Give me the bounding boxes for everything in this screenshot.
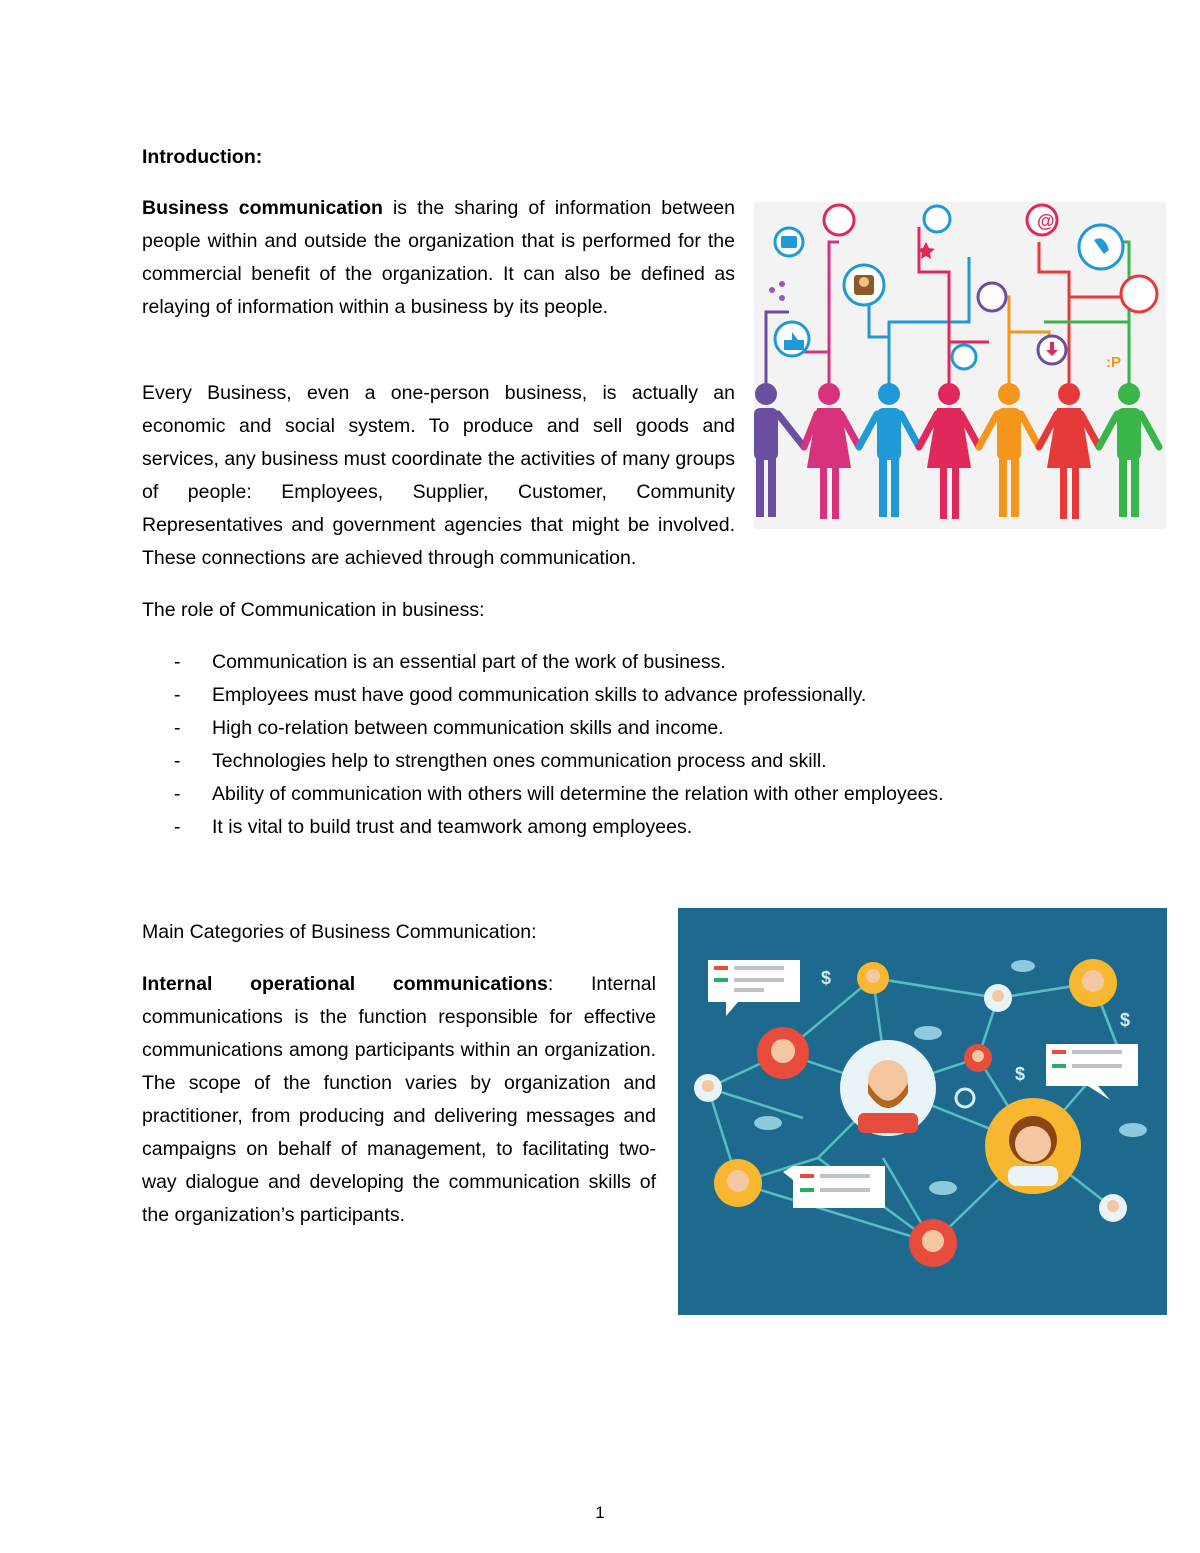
list-item: - Technologies help to strengthen ones communication process and skill. (142, 745, 1092, 778)
internal-communications-term: Internal operational communications (142, 973, 548, 995)
categories-paragraph (142, 968, 656, 1232)
communication-people-illustration (754, 202, 1166, 529)
list-item: - It is vital to build trust and teamwork among employees. (142, 811, 1092, 844)
categories-paragraph-text: : Internal communications is the function responsible for effective communications among participants within an organization. The scope of the function varies by organization and practitioner, from producing and delivering messages and campaigns on behalf of management, to facilitating two-way dialogue and developing the communication skills of the organization’s participants. (142, 973, 656, 1226)
intro-paragraph-1 (142, 192, 735, 324)
bullet-marker: - (174, 684, 181, 706)
list-item: - Employees must have good communication skills to advance professionally. (142, 679, 1092, 712)
dollar-sign: $ (1120, 1010, 1131, 1030)
list-item: - High co-relation between communication skills and income. (142, 712, 1092, 745)
at-sign-icon: @ (1037, 211, 1055, 231)
categories-heading: Main Categories of Business Communication: (142, 921, 537, 943)
bullet-marker: - (174, 816, 181, 838)
page-number: 1 (595, 1503, 605, 1522)
bullet-marker: - (174, 651, 181, 673)
intro-paragraph-2: Every Business, even a one-person business, is actually an economic and social system. To produce and sell goods and services, any business must coordinate the activities of many groups of people: Employees, Supplier, Customer, Community Representatives and government agencies that might be involved. These connections are achieved through communication. (142, 382, 735, 569)
business-communication-term: Business communication (142, 197, 383, 219)
mail-icon (781, 236, 797, 248)
intro-paragraph-1-text: is the sharing of information between people within and outside the organization that is performed for the commercial benefit of the organization. It can also be defined as relaying of information within a business by its people. (142, 197, 735, 318)
list-item: - Ability of communication with others will determine the relation with other employees. (142, 778, 1092, 811)
dollar-sign: $ (821, 968, 832, 988)
bullet-marker: - (174, 750, 181, 772)
bullet-marker: - (174, 717, 181, 739)
dollar-sign: $ (1015, 1064, 1026, 1084)
emoticon-text: :P (1106, 354, 1121, 371)
bullet-marker: - (174, 783, 181, 805)
list-item: - Communication is an essential part of the work of business. (142, 646, 1092, 679)
role-heading: The role of Communication in business: (142, 599, 485, 621)
network-people-illustration (678, 908, 1167, 1315)
role-list (142, 646, 1092, 844)
intro-heading: Introduction: (142, 146, 263, 168)
